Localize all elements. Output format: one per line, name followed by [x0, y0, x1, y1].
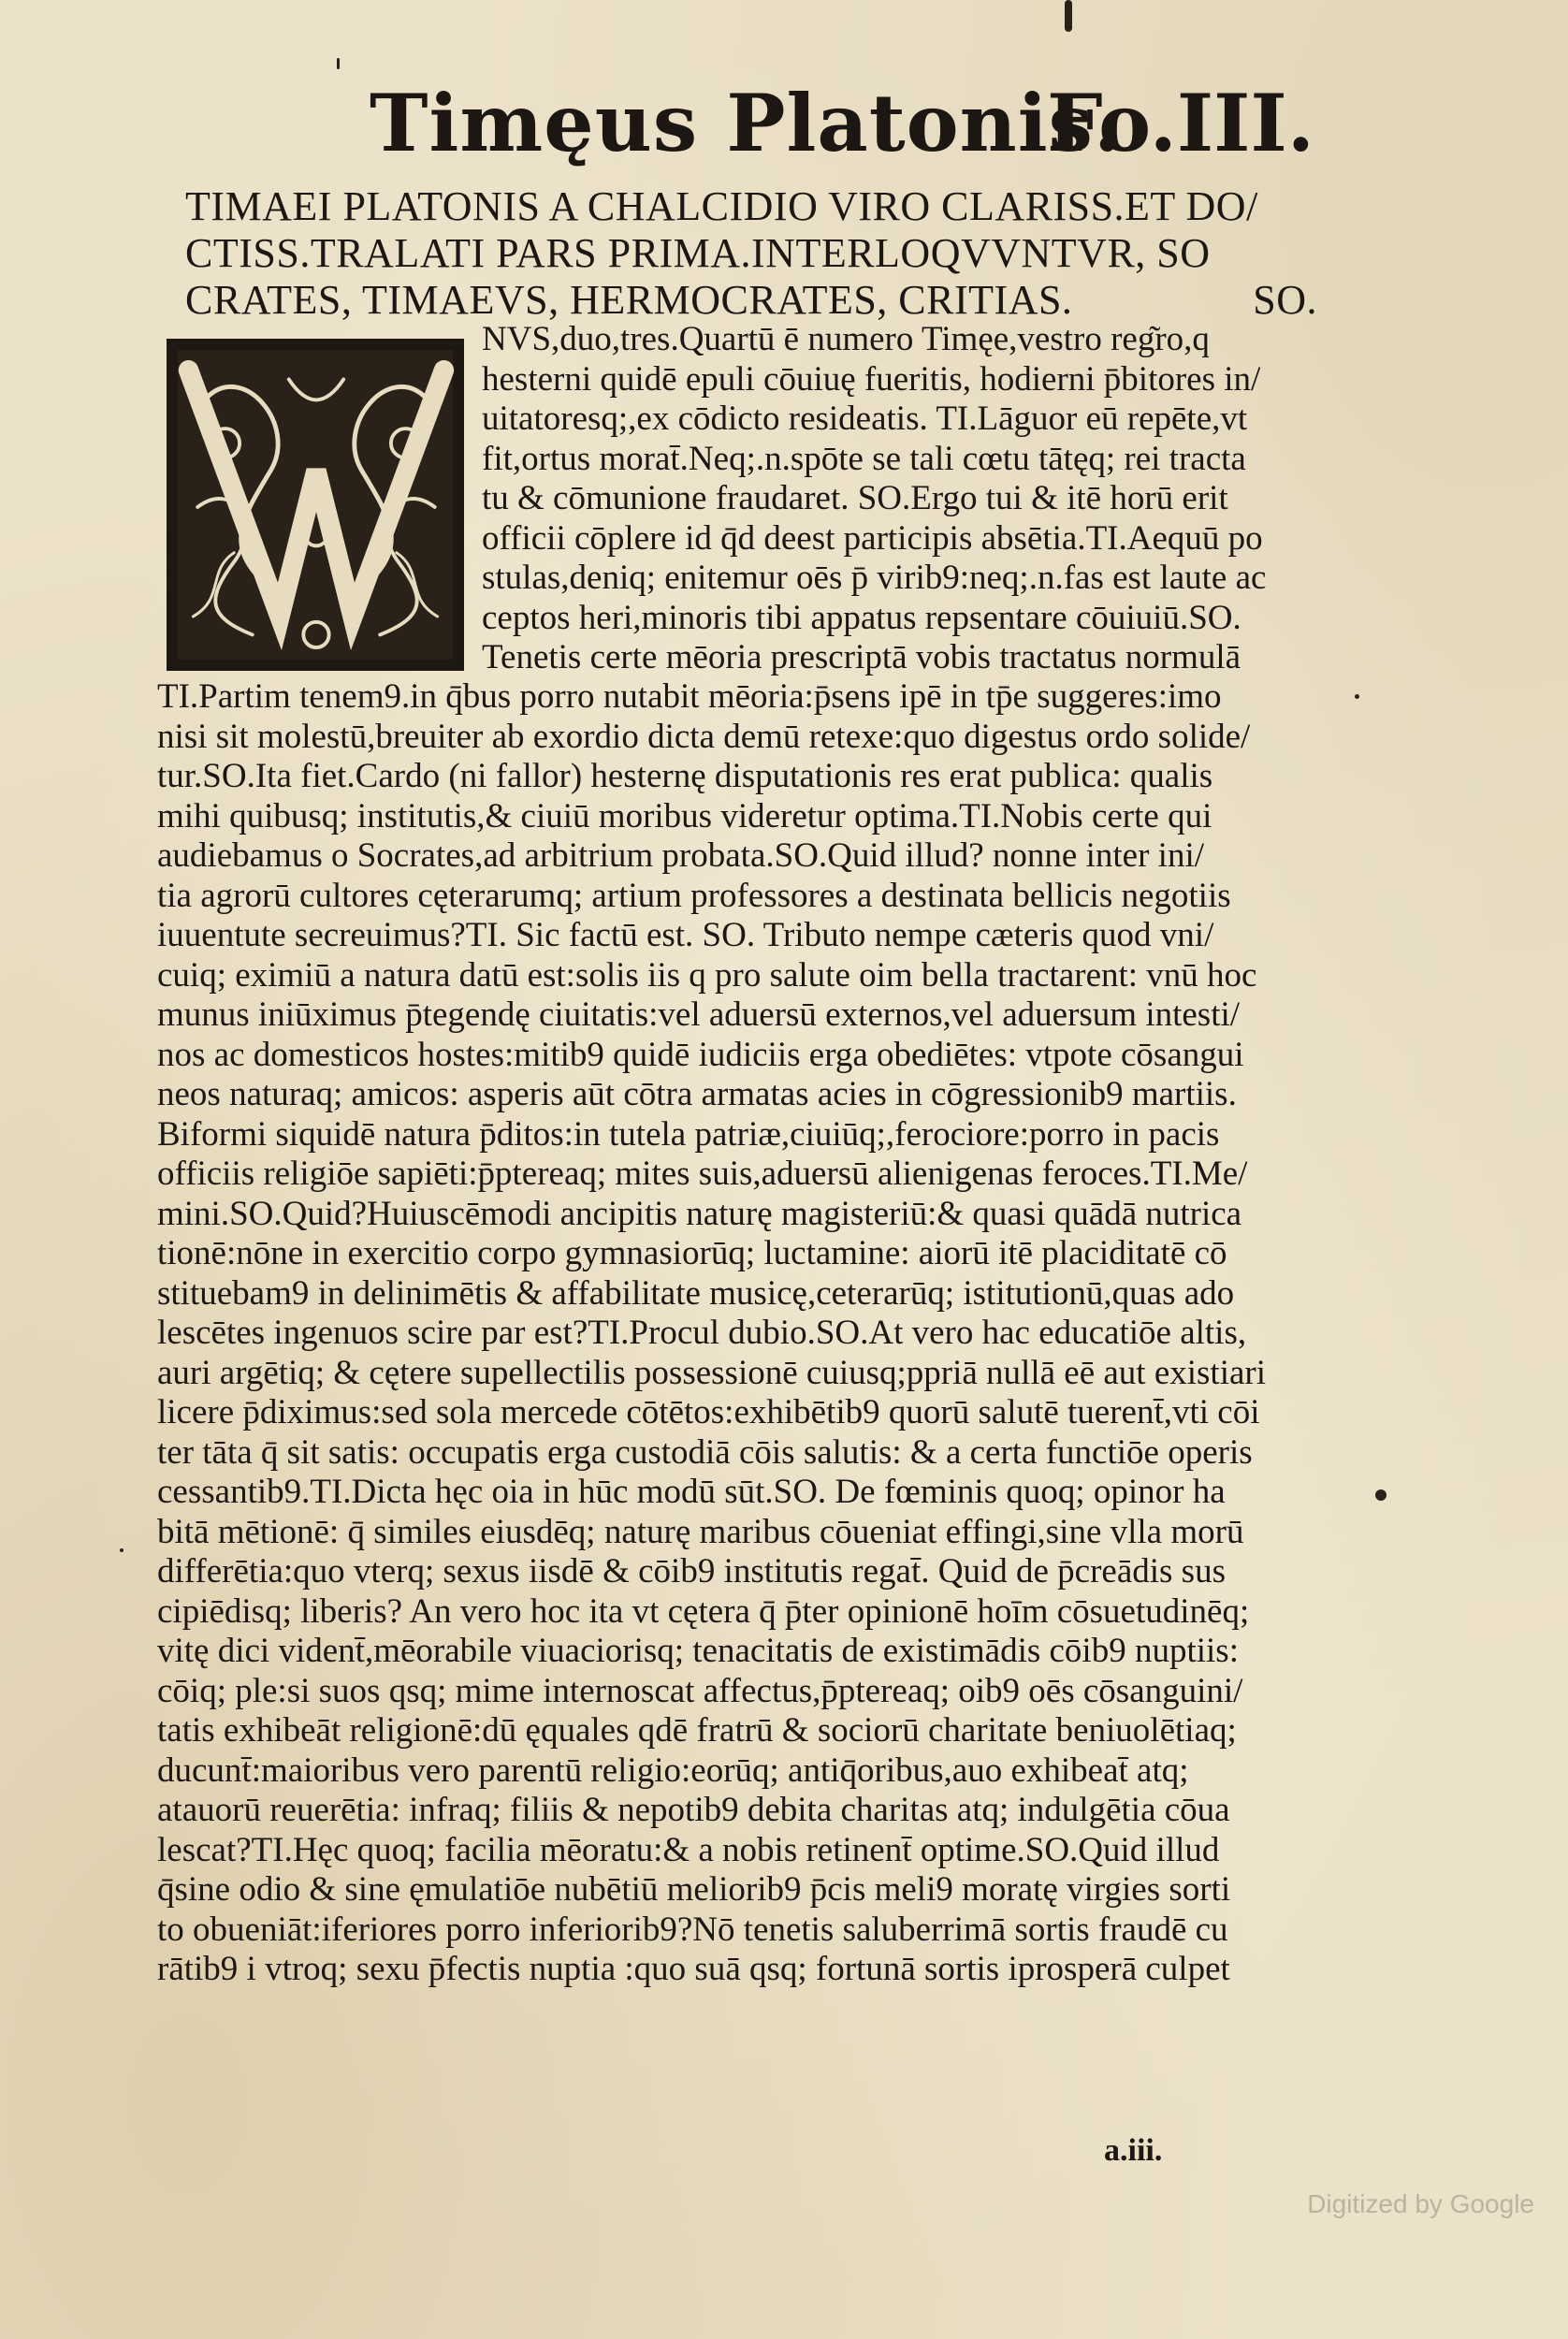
ink-spot [1065, 0, 1072, 32]
text-line: ceptos heri,minoris tibi appatus repsentare cōuiuiū.SO. [482, 598, 1241, 637]
heading-line: CTISS.TRALATI PARS PRIMA.INTERLOQVVNTVR, SO [185, 230, 1211, 276]
ink-spot [120, 1548, 123, 1552]
text-line: NVS,duo,tres.Quartū ē numero Timęe,vestro reg͂ro,q [482, 320, 1210, 358]
main-text-block [157, 677, 1327, 1990]
text-line: neos naturaq; amicos: asperis aūt cōtra armatas acies in cōgressionib9 martiis. [157, 1075, 1237, 1113]
text-line: tionē:nōne in exercitio corpo gymnasiorūq; luctamine: aiorū itē placiditatē cō [157, 1234, 1227, 1272]
text-line: ducunt̄:maioribus vero parentū religio:eorūq; antiq̄oribus,auo exhibeat̄ atq; [157, 1751, 1189, 1790]
text-line: officiis religiōe sapiēti:p̄ptereaq; mites suis,aduersū alienigenas feroces.TI.Me/ [157, 1155, 1248, 1193]
heading-line [185, 277, 1317, 324]
text-line: differētia:quo vterq; sexus iisdē & cōib9 institutis regat̄. Quid de p̄creādis sus [157, 1552, 1226, 1591]
text-line: licere p̄diximus:sed sola mercede cōtētos:exhibētib9 quorū salutē tuerent̄,vti cōi [157, 1393, 1260, 1431]
text-line: fit,ortus morat̄.Neq;.n.spōte se tali cœtu tātęq; rei tracta [482, 439, 1246, 478]
heading-speaker: SO. [1253, 277, 1317, 323]
text-line: cessantib9.TI.Dicta hęc oia in hūc modū sūt.SO. De fœminis quoq; opinor ha [157, 1473, 1226, 1511]
text-line: tia agrorū cultores cęterarumq; artium professores a destinata bellicis negotiis [157, 876, 1231, 915]
text-line: to obueniāt:iferiores porro inferiorib9?Nō tenetis saluberrimā sortis fraudē cu [157, 1910, 1228, 1949]
text-line: atauorū reuerētia: infraq; filiis & nepotib9 debita charitas atq; indulgētia cōua [157, 1791, 1230, 1829]
text-line: nisi sit molestū,breuiter ab exordio dicta demū retexe:quo digestus ordo solide/ [157, 717, 1251, 756]
text-line: ter tāta q̄ sit satis: occupatis erga custodiā cōis salutis: & a certa functiōe operis [157, 1432, 1253, 1472]
ink-spot [1355, 694, 1359, 699]
text-line: auri argētiq; & cętere supellectilis possessionē cuiusq;ppriā nullā eē aut existiari [157, 1353, 1267, 1392]
heading-line-text: CRATES, TIMAEVS, HERMOCRATES, CRITIAS. [185, 277, 1073, 323]
ink-spot [337, 58, 340, 69]
text-line: hesterni quidē epuli cōuiuę fueritis, hodierni p̄bitores in/ [482, 359, 1261, 399]
text-line: cipiēdisq; liberis? An vero hoc ita vt cętera q̄ p̄ter opinionē hoīm cōsuetudinēq; [157, 1591, 1250, 1631]
text-line: stulas,deniq; enitemur oēs p̄ virib9:neq;.n.fas est laute ac [482, 559, 1267, 597]
text-line: uitatoresq;,ex cōdicto resideatis. TI.Lāguor eū repēte,vt [482, 400, 1248, 438]
text-line: rātib9 i vtroq; sexu p̄fectis nuptia :quo suā qsq; fortunā sortis iprosperā culpet [157, 1950, 1230, 1988]
ornament-illustration [170, 342, 460, 667]
running-title: Timęus Platonis. [370, 77, 1123, 169]
text-line: bitā mētionē: q̄ similes eiusdēq; naturę maribus cōueniat effingi,sine vlla morū [157, 1512, 1244, 1551]
text-line: mihi quibusq; institutis,& ciuiū moribus videretur optima.TI.Nobis certe qui [157, 796, 1212, 835]
text-line: cuiq; eximiū a natura datū est:solis iis q pro salute oim bella tractarent: vnū hoc [157, 955, 1257, 995]
text-line: Biformi siquidē natura p̄ditos:in tutela patriæ,ciuiūq;,ferociore:porro in pacis [157, 1114, 1220, 1154]
text-line: iuuentute secreuimus?TI. Sic factū est. SO. Tributo nempe cæteris quod vni/ [157, 916, 1214, 954]
running-header [370, 77, 1314, 180]
text-line: lescat?TI.Hęc quoq; facilia mēoratu:& a nobis retinent̄ optime.SO.Quid illud [157, 1830, 1220, 1869]
decorated-initial-letter [167, 339, 464, 671]
folio-number: Fo.III. [1047, 77, 1314, 169]
digitization-watermark: Digitized by Google [1307, 2189, 1534, 2218]
heading-line: TIMAEI PLATONIS A CHALCIDIO VIRO CLARISS.ET DO/ [185, 183, 1258, 229]
text-line: cōiq; ple:si suos qsq; mime internoscat affectus,p̄ptereaq; oib9 oēs cōsanguini/ [157, 1671, 1243, 1710]
text-line: vitę dici vident̄,mēorabile viuaciorisq; tenacitatis de existimādis cōib9 nuptiis: [157, 1632, 1239, 1670]
text-line: tu & cōmunione fraudaret. SO.Ergo tui & itē horū erit [482, 479, 1228, 517]
text-line: nos ac domesticos hostes:mitib9 quidē iudiciis erga obediētes: vtpote cōsangui [157, 1035, 1244, 1074]
text-line: officii cōplere id q̄d deest participis absētia.TI.Aequū po [482, 518, 1263, 558]
opening-lines [482, 320, 1328, 678]
text-line: munus iniūximus p̄tegendę ciuitatis:vel aduersū externos,vel aduersum intesti/ [157, 995, 1241, 1034]
text-line: TI.Partim tenem9.in q̄bus porro nutabit mēoria:p̄sens ipē in tp̄e suggeres:imo [157, 677, 1222, 716]
text-line: lescētes ingenuos scire par est?TI.Procul dubio.SO.At vero hac educatiōe altis, [157, 1314, 1247, 1352]
text-line: mini.SO.Quid?Huiuscēmodi ancipitis naturę magisteriū:& quasi quādā nutrica [157, 1194, 1242, 1233]
signature-mark: a.iii. [1104, 2133, 1163, 2168]
chapter-heading [185, 183, 1317, 324]
text-line: tatis exhibeāt religionē:dū ęquales qdē fratrū & sociorū charitate beniuolētiaq; [157, 1711, 1237, 1750]
ink-spot [1375, 1489, 1387, 1501]
text-line: audiebamus o Socrates,ad arbitrium probata.SO.Quid illud? nonne inter ini/ [157, 836, 1204, 875]
text-line: Tenetis certe mēoria prescriptā vobis tractatus normulā [482, 638, 1241, 676]
text-line: q̄sine odio & sine ęmulatiōe nubētiū meliorib9 p̄cis meli9 moratę virgies sorti [157, 1870, 1231, 1909]
text-line: tur.SO.Ita fiet.Cardo (ni fallor) hesternę disputationis res erat publica: qualis [157, 757, 1213, 795]
text-line: stituebam9 in delinimētis & affabilitate musicę,ceterarūq; istitutionū,quas ado [157, 1273, 1235, 1313]
